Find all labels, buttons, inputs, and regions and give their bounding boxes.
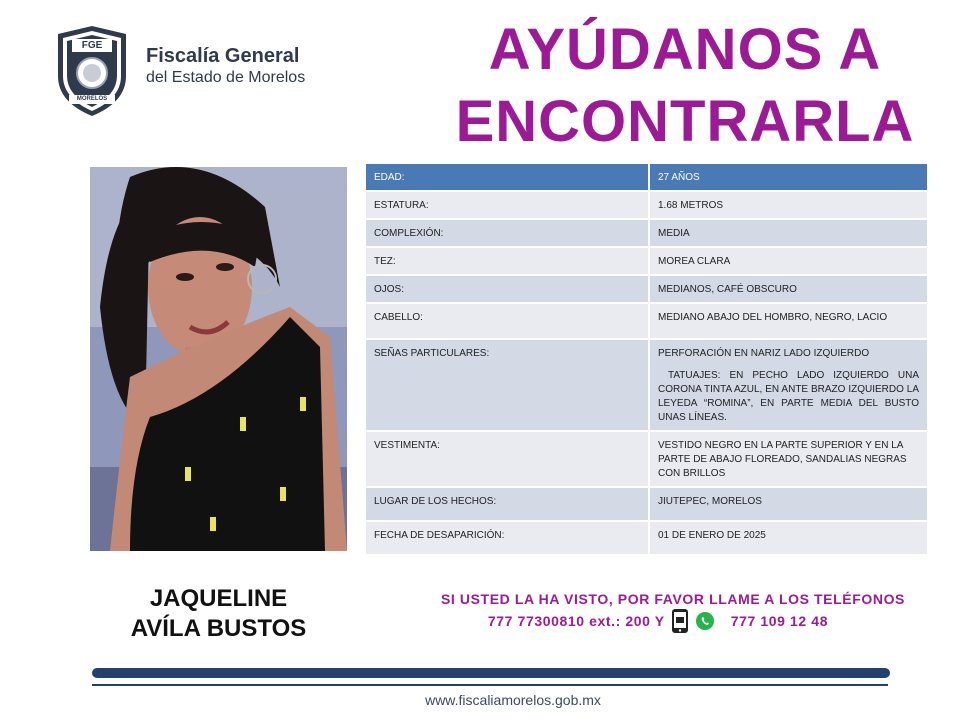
detail-label: ESTATURA: — [366, 191, 649, 219]
detail-row-build — [366, 219, 928, 247]
contact-prompt: SI USTED LA HA VISTO, POR FAVOR LLAME A LOS TELÉFONOS — [440, 591, 905, 607]
org-name — [146, 44, 305, 88]
detail-label: CABELLO: — [366, 303, 649, 339]
detail-value: PERFORACIÓN EN NARIZ LADO IZQUIERDO — [658, 348, 870, 359]
detail-value: 27 AÑOS — [649, 164, 928, 191]
contact-phones — [356, 608, 960, 634]
person-name — [90, 584, 347, 644]
detail-value: JIUTEPEC, MORELOS — [649, 487, 928, 521]
detail-value: MOREA CLARA — [649, 247, 928, 275]
headline-line2: ENCONTRARLA — [455, 89, 915, 154]
missing-person-photo — [90, 167, 347, 551]
detail-value: MEDIA — [649, 219, 928, 247]
detail-value: 1.68 METROS — [649, 191, 928, 219]
detail-value: MEDIANOS, CAFÉ OBSCURO — [649, 275, 928, 303]
detail-row-hair — [366, 303, 928, 339]
agency-logo — [54, 24, 334, 120]
logo-bottom-text: MORELOS — [76, 96, 108, 102]
detail-row-location — [366, 487, 928, 521]
headline — [420, 14, 950, 158]
phone-number-1[interactable]: 777 77300810 ext.: 200 Y — [487, 613, 665, 629]
detail-value: VESTIDO NEGRO EN LA PARTE SUPERIOR Y EN LA PARTE DE ABAJO FLOREADO, SANDALIAS NEGRAS CON BRILLOS — [649, 431, 928, 487]
person-last-name: AVÍLA BUSTOS — [130, 615, 307, 642]
portrait-image — [90, 167, 347, 551]
detail-row-date — [366, 521, 928, 555]
detail-label: COMPLEXIÓN: — [366, 219, 649, 247]
detail-row-skin — [366, 247, 928, 275]
footer-bar — [92, 668, 890, 678]
footer-url[interactable]: www.fiscaliamorelos.gob.mx — [425, 692, 601, 708]
detail-label: VESTIMENTA: — [366, 431, 649, 487]
headline-line1: AYÚDANOS A — [488, 17, 882, 82]
phone-number-2[interactable]: 777 109 12 48 — [730, 613, 829, 629]
detail-label: OJOS: — [366, 275, 649, 303]
detail-label: FECHA DE DESAPARICIÓN: — [366, 521, 649, 555]
logo-badge-text: FGE — [81, 40, 103, 51]
detail-row-age — [366, 164, 928, 191]
cellphone-icon — [671, 608, 689, 634]
person-first-name: JAQUELINE — [149, 585, 288, 612]
detail-row-marks — [366, 339, 928, 431]
detail-row-eyes — [366, 275, 928, 303]
detail-label: TEZ: — [366, 247, 649, 275]
detail-row-clothing — [366, 431, 928, 487]
detail-value-cell — [649, 339, 928, 431]
detail-row-height — [366, 191, 928, 219]
details-table — [366, 164, 929, 556]
footer-divider — [92, 684, 888, 686]
detail-value-extra: TATUAJES: EN PECHO LADO IZQUIERDO UNA CORONA TINTA AZUL, EN ANTE BRAZO IZQUIERDO LA LEYEDA “ROMINA”, EN PARTE MEDIA DEL BUSTO UNAS LÍNEAS. — [658, 370, 919, 423]
detail-value: 01 DE ENERO DE 2025 — [649, 521, 928, 555]
whatsapp-icon — [695, 611, 715, 631]
org-name-line1: Fiscalía General — [146, 45, 300, 67]
contact-block — [366, 590, 960, 634]
detail-label: EDAD: — [366, 164, 649, 191]
org-name-line2: del Estado de Morelos — [146, 69, 306, 86]
detail-label: SEÑAS PARTICULARES: — [366, 339, 649, 431]
detail-label: LUGAR DE LOS HECHOS: — [366, 487, 649, 521]
detail-value: MEDIANO ABAJO DEL HOMBRO, NEGRO, LACIO — [649, 303, 928, 339]
